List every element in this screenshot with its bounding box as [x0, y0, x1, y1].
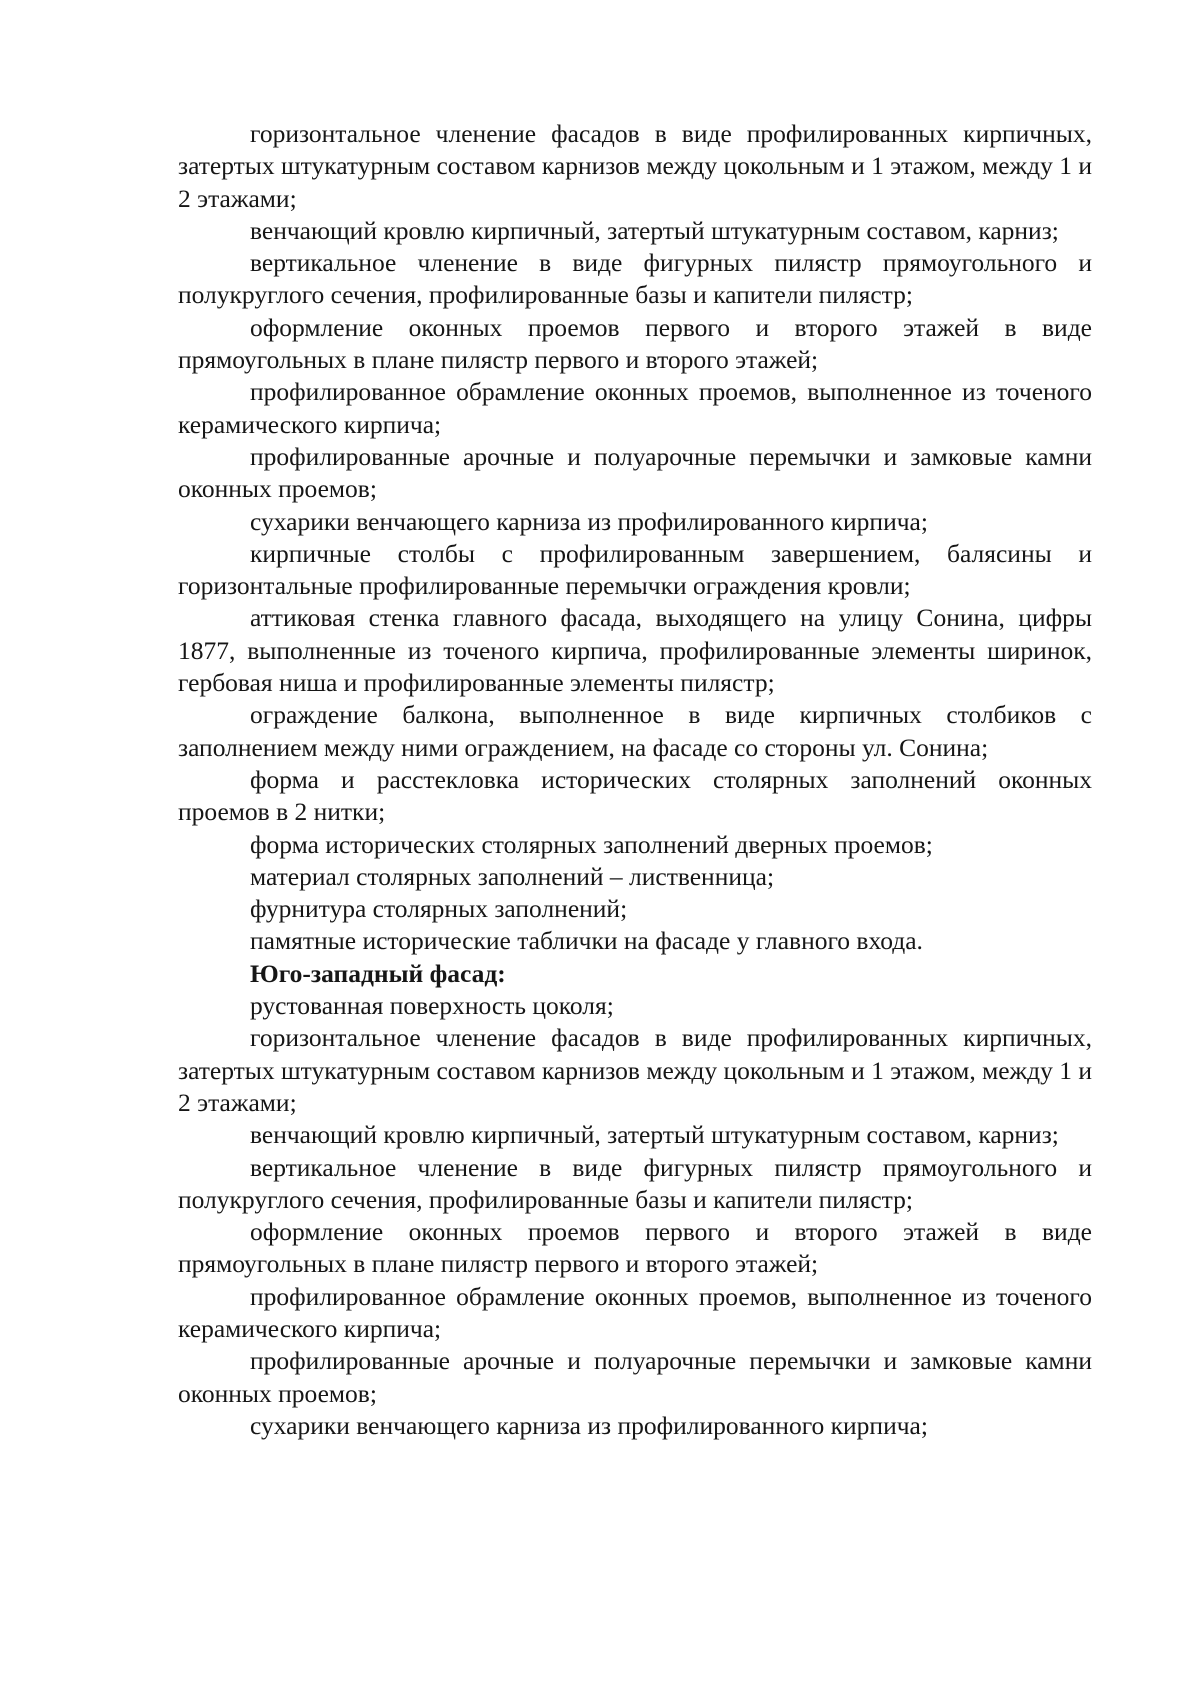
- paragraph: аттиковая стенка главного фасада, выходящего на улицу Сонина, цифры 1877, выполненные из точеного кирпича, профилированные элементы ширинок, гербовая ниша и профилированные элементы пилястр;: [178, 603, 1092, 698]
- paragraph: профилированное обрамление оконных проемов, выполненное из точеного керамического кирпича;: [178, 1281, 1092, 1343]
- paragraph: кирпичные столбы с профилированным завершением, балясины и горизонтальные профилированные перемычки ограждения кровли;: [178, 538, 1092, 601]
- paragraph: материал столярных заполнений – лиственница;: [250, 861, 775, 891]
- paragraph: ограждение балкона, выполненное в виде кирпичных столбиков с заполнением между ними ограждением, на фасаде со стороны ул. Сонина;: [178, 700, 1092, 762]
- paragraph: сухарики венчающего карниза из профилированного кирпича;: [250, 1410, 928, 1440]
- paragraph: венчающий кровлю кирпичный, затертый штукатурным составом, карниз;: [250, 215, 1059, 245]
- paragraph: форма исторических столярных заполнений дверных проемов;: [250, 829, 933, 859]
- paragraph: вертикальное членение в виде фигурных пилястр прямоугольного и полукруглого сечения, профилированные базы и капители пилястр;: [178, 1152, 1092, 1214]
- paragraph: фурнитура столярных заполнений;: [250, 894, 628, 924]
- paragraph: профилированные арочные и полуарочные перемычки и замковые камни оконных проемов;: [178, 1346, 1092, 1408]
- paragraph: рустованная поверхность цоколя;: [250, 991, 614, 1021]
- paragraph: горизонтальное членение фасадов в виде профилированных кирпичных, затертых штукатурным составом карнизов между цокольным и 1 этажом, между 1 и 2 этажами;: [178, 119, 1093, 213]
- paragraph: венчающий кровлю кирпичный, затертый штукатурным составом, карниз;: [250, 1120, 1059, 1150]
- paragraph: горизонтальное членение фасадов в виде профилированных кирпичных, затертых штукатурным составом карнизов между цокольным и 1 этажом, между 1 и 2 этажами;: [178, 1023, 1093, 1117]
- paragraph: профилированное обрамление оконных проемов, выполненное из точеного керамического кирпича;: [178, 377, 1092, 439]
- paragraph: вертикальное членение в виде фигурных пилястр прямоугольного и полукруглого сечения, профилированные базы и капители пилястр;: [178, 248, 1092, 310]
- document-body: [178, 118, 1092, 1442]
- paragraph: оформление оконных проемов первого и второго этажей в виде прямоугольных в плане пилястр первого и второго этажей;: [178, 1217, 1092, 1279]
- paragraph: оформление оконных проемов первого и второго этажей в виде прямоугольных в плане пилястр первого и второго этажей;: [178, 312, 1092, 375]
- paragraph: сухарики венчающего карниза из профилированного кирпича;: [250, 506, 928, 536]
- paragraph: памятные исторические таблички на фасаде у главного входа.: [250, 926, 923, 956]
- section-heading: Юго-западный фасад:: [250, 958, 506, 988]
- paragraph: профилированные арочные и полуарочные перемычки и замковые камни оконных проемов;: [178, 441, 1092, 504]
- paragraph: форма и расстекловка исторических столярных заполнений оконных проемов в 2 нитки;: [178, 764, 1092, 827]
